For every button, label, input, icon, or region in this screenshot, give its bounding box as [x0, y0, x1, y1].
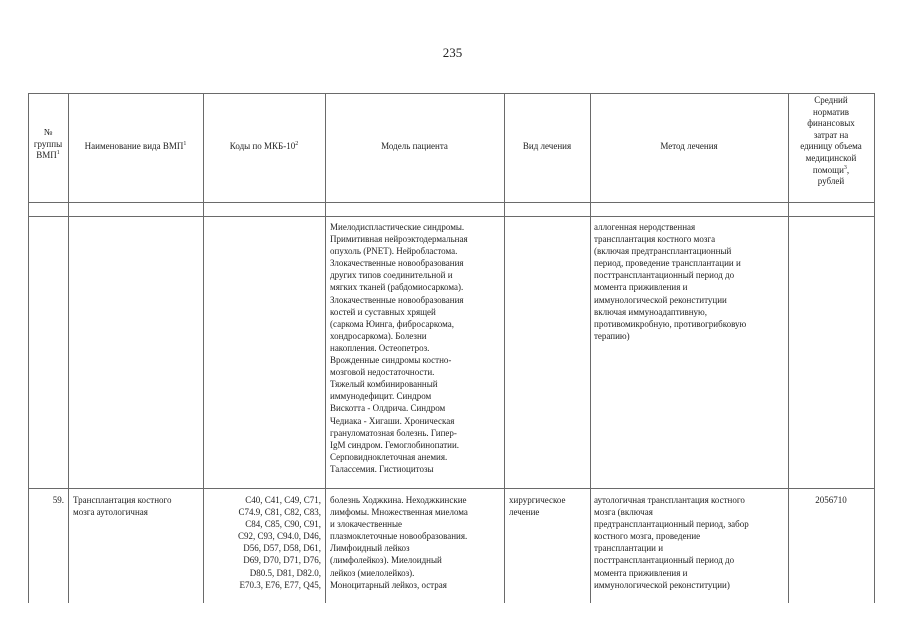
row2-vmp-name: Трансплантация костного мозга аутологичная [73, 495, 172, 518]
col-divider-1 [68, 93, 69, 603]
table-right-border [874, 93, 875, 603]
header-bottom-border [28, 202, 875, 203]
table-top-border [28, 93, 875, 94]
row2-avg-cost: 2056710 [815, 495, 847, 505]
row1-treatment-method: аллогенная неродственная трансплантация костного мозга (включая предтрансплантационный период, проведение трансплантации и посттрансплантационный период до момента приживления и иммунологической реконституции включая иммуноадаптивную, противомикробную, противогрибковую терапию) [594, 222, 747, 341]
col-divider-2 [203, 93, 204, 603]
col-divider-5 [590, 93, 591, 603]
header-spacer-border [28, 216, 875, 217]
row-separator [28, 488, 875, 489]
row2-group-no: 59. [52, 495, 64, 505]
vmp-table [28, 93, 875, 603]
table-left-border [28, 93, 29, 603]
header-icd-codes: Коды по МКБ-$10^2$ [229, 141, 299, 151]
row2-treatment-method: аутологичная трансплантация костного мозга (включая предтрансплантационный период, забор костного мозга, проведение трансплантации и посттрансплантационный период до момента приживления и иммунологической реконституции) [594, 495, 749, 590]
col-divider-4 [504, 93, 505, 603]
row2-icd-codes: C40, C41, C49, C71, C74.9, C81, C82, C83, C84, C85, C90, C91, C92, C93, C94.0, D46, D56, D57, D58, D61, D69, D70, D71, D76, D80.5, D81, D82.0, E70.3, E76, E77, Q45, [237, 495, 321, 590]
header-vmp-name: Наименование вида ВМП$^1$ [84, 141, 187, 151]
header-patient-model: Модель пациента [381, 141, 448, 151]
header-treatment-type: Вид лечения [522, 141, 572, 151]
row1-patient-model: Миелодиспластические синдромы. Примитивная нейроэктодермальная опухоль (PNET). Нейробластома. Злокачественные новообразования других типов соединительной и мягких тканей (рабдомиосаркома). Злокачественные новообразования костей и суставных хрящей (саркома Юинга, фибросаркома, хондросаркома). Болезни накопления. Остеопетроз. Врожденные синдромы костно- мозговой недостаточности. Тяжелый комбинированный иммунодефицит. Синдром Вискотта - Олдрича. Синдром Чедиака - Хигаши. Хроническая грануломатозная болезнь. Гипер- IgM синдром. Гемоглобинопатии. Серповидноклеточная анемия. Талассемия. Гистиоцитозы [330, 222, 468, 474]
row2-patient-model: болезнь Ходжкина. Неходжкинские лимфомы. Множественная миелома и злокачественные плазмоклеточные новообразования. Лимфоидный лейкоз (лимфолейкоз). Миелоидный лейкоз (миелолейкоз). Моноцитарный лейкоз, острая [330, 495, 468, 590]
col-divider-3 [325, 93, 326, 603]
header-avg-cost: Средний норматив финансовых затрат на единицу объема медицинской помощи$^3$, рублей [800, 95, 862, 187]
header-group-no: № группы ВМП$^1$ [33, 127, 63, 161]
page-number: 235 [442, 45, 463, 60]
row2-treatment-type: хирургическое лечение [509, 495, 566, 518]
header-treatment-method: Метод лечения [660, 141, 718, 151]
